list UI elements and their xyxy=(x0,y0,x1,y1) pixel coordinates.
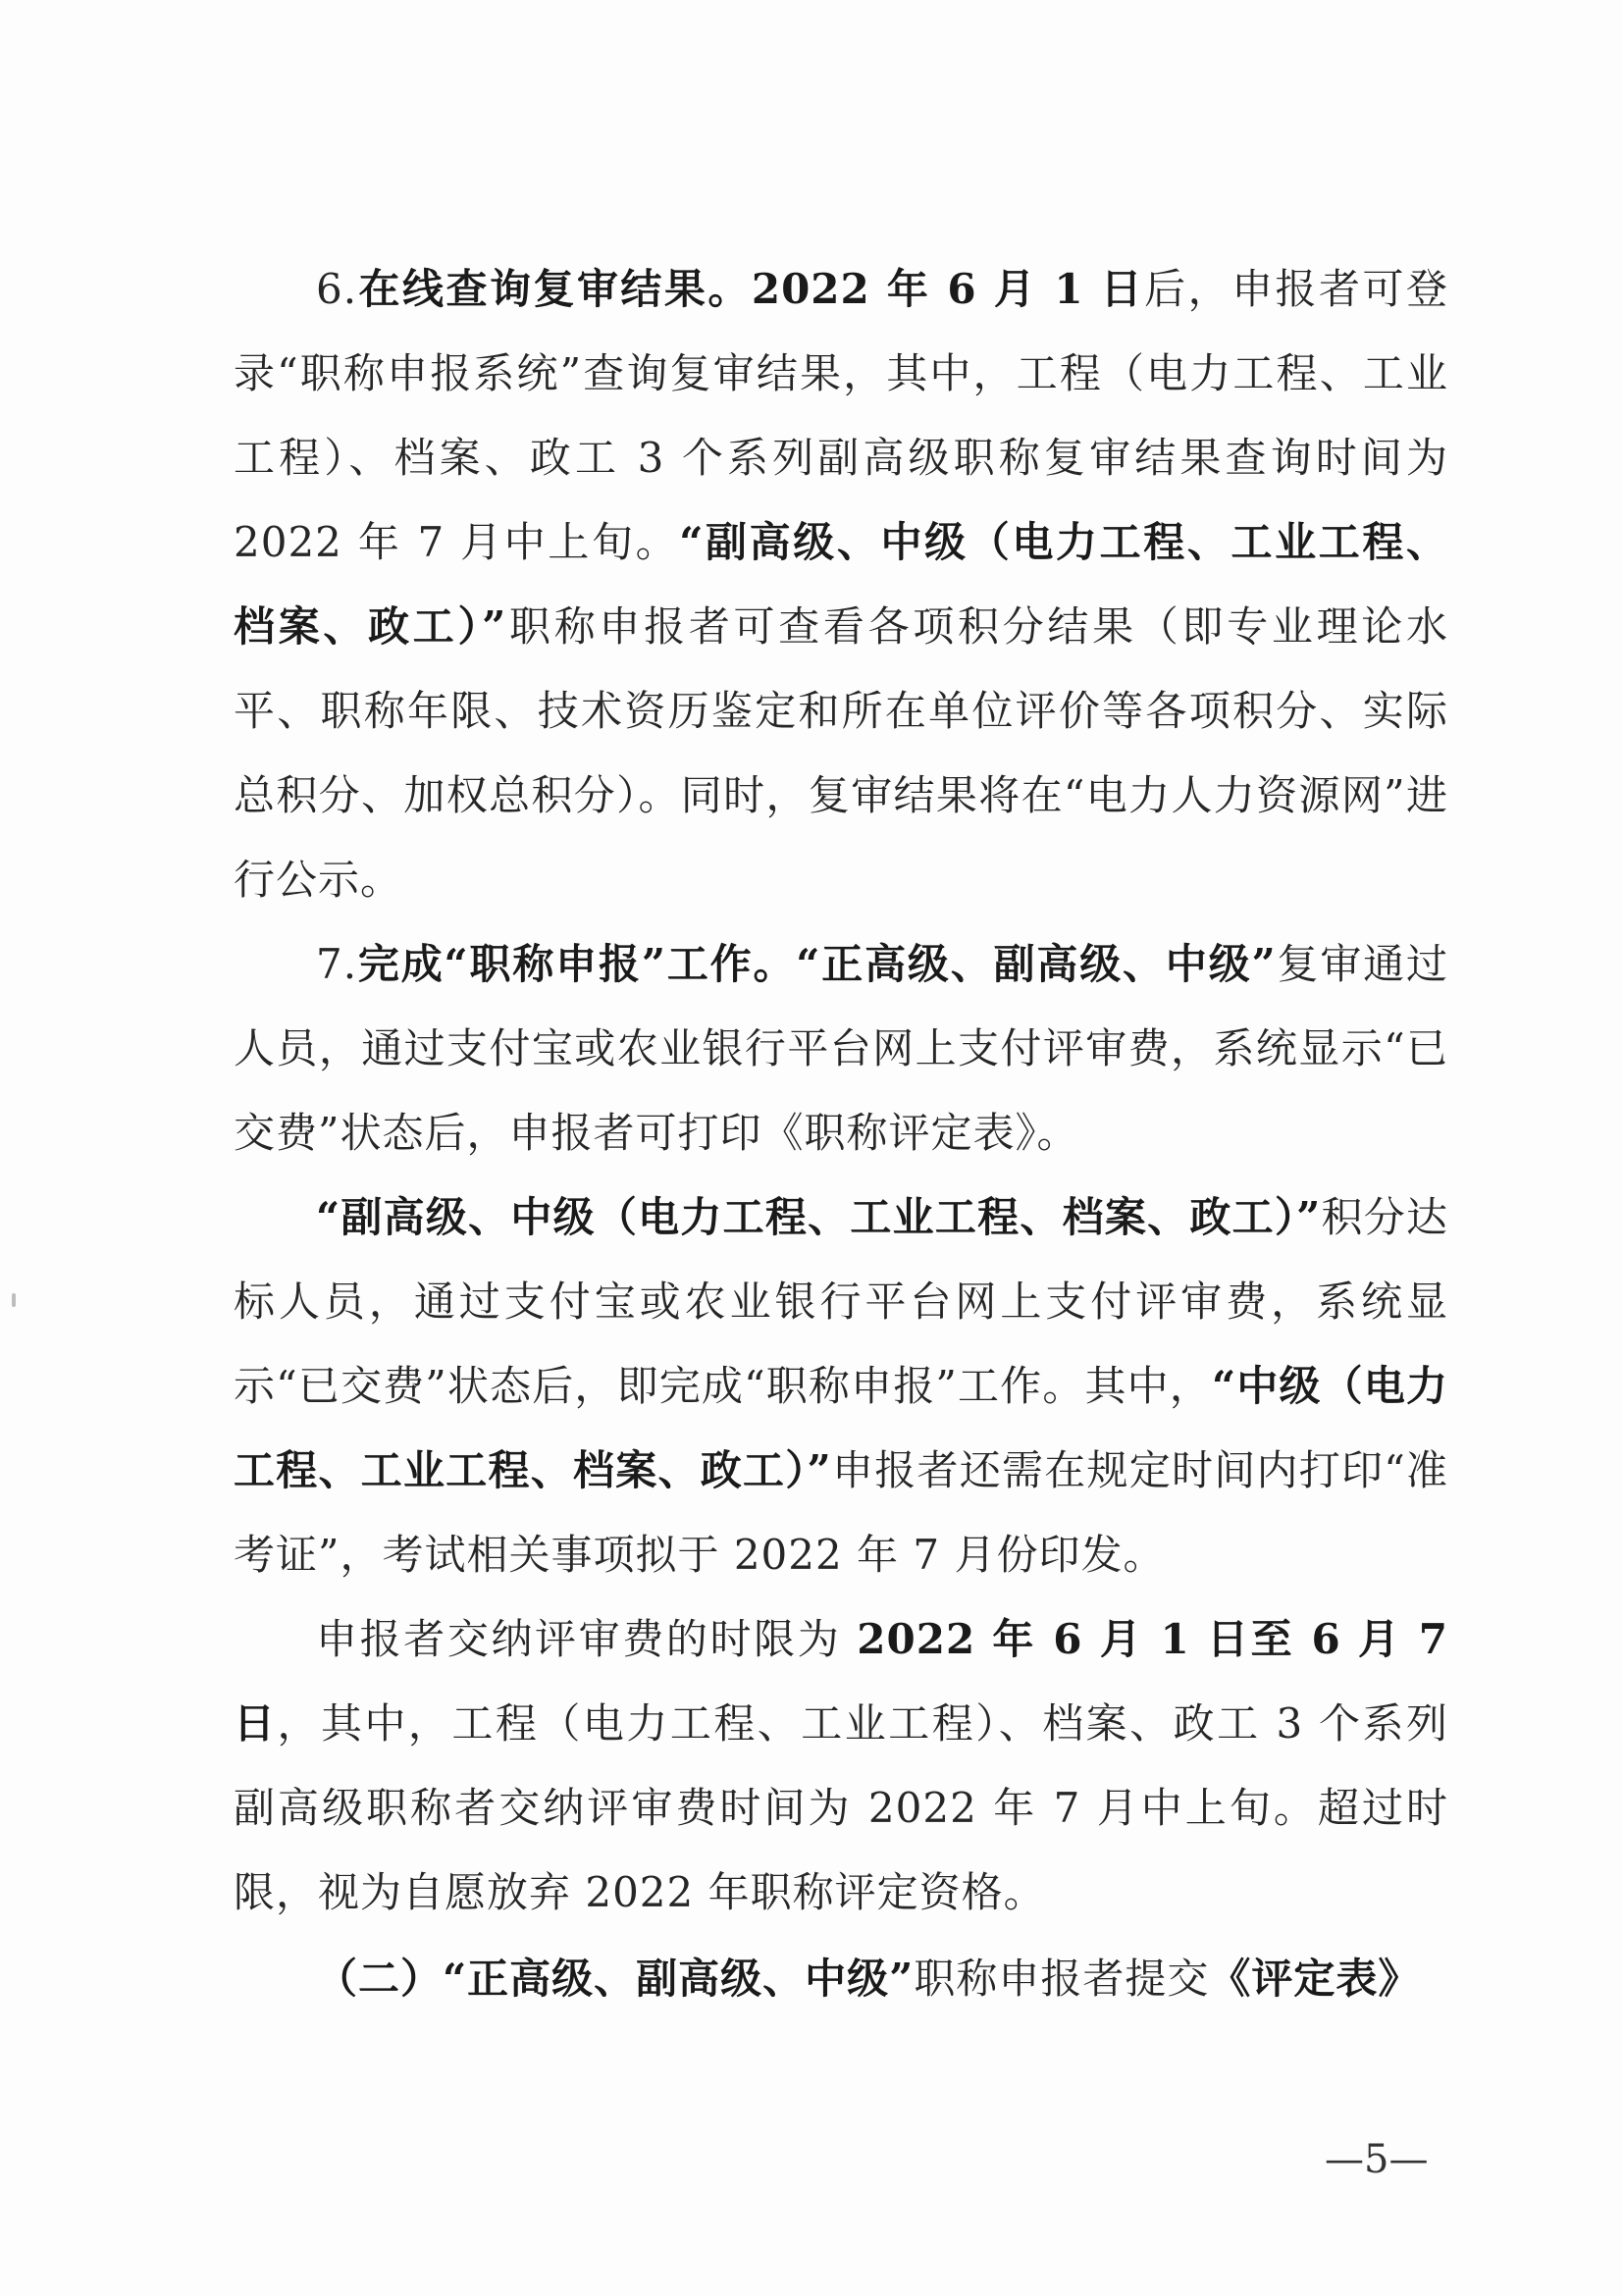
p1-seg1: 在线查询复审结果。2022 年 6 月 1 日 xyxy=(357,265,1145,313)
p5-seg0: （二）“正高级、副高级、中级” xyxy=(316,1955,915,2003)
paragraph-points-qualified xyxy=(234,1175,1448,1597)
p1-seg2: 后，申报者可登录“职称申报系统”查询复审结果，其中，工程（电力工程、工业工程）、档案、政工 3 个系列副高级职称复审结果查询时间为 2022 年 7 月中上旬。 xyxy=(234,265,1448,566)
p3-seg2: “中级（电力工程、工业工程、档案、政工）” xyxy=(234,1362,1448,1494)
p2-seg0: 7. xyxy=(316,940,358,988)
p1-seg4: 职称申报者可查看各项积分结果（即专业理论水平、职称年限、技术资历鉴定和所在单位评价等各项积分、实际总积分、加权总积分）。同时，复审结果将在“电力人力资源网”进行公示。 xyxy=(234,602,1448,904)
p1-seg3: “副高级、中级（电力工程、工业工程、档案、政工）” xyxy=(234,518,1448,651)
p5-seg1: 职称申报者提交 xyxy=(914,1955,1210,2003)
page-number: —5— xyxy=(1325,2137,1429,2182)
paragraph-complete-application xyxy=(234,922,1448,1175)
p3-seg3: 申报者还需在规定时间内打印“准考证”，考试相关事项拟于 2022 年 7 月份印发。 xyxy=(234,1446,1448,1579)
p4-seg1: 2022 年 6 月 1 日至 6 月 7 日 xyxy=(234,1615,1448,1748)
section-heading-submit-form xyxy=(234,1937,1448,2021)
p4-seg0: 申报者交纳评审费的时限为 xyxy=(316,1615,858,1663)
document-body xyxy=(234,247,1448,2021)
scan-margin-mark xyxy=(12,1293,16,1307)
p4-seg2: ，其中，工程（电力工程、工业工程）、档案、政工 3 个系列副高级职称者交纳评审费时间为 2022 年 7 月中上旬。超过时限，视为自愿放弃 2022 年职称评定资格。 xyxy=(234,1699,1448,1916)
paragraph-online-review-result xyxy=(234,247,1448,922)
paragraph-fee-deadline xyxy=(234,1597,1448,1935)
p1-seg0: 6. xyxy=(316,265,358,313)
p3-seg1: 积分达标人员，通过支付宝或农业银行平台网上支付评审费，系统显示“已交费”状态后，即完成“职称申报”工作。其中， xyxy=(234,1193,1448,1410)
p3-seg0: “副高级、中级（电力工程、工业工程、档案、政工）” xyxy=(316,1193,1322,1241)
p2-seg2: 复审通过人员，通过支付宝或农业银行平台网上支付评审费，系统显示“已交费”状态后，申报者可打印《职称评定表》。 xyxy=(234,940,1448,1157)
p2-seg1: 完成“职称申报”工作。“正高级、副高级、中级” xyxy=(357,940,1277,988)
p5-seg2: 《评定表》 xyxy=(1209,1955,1421,2003)
